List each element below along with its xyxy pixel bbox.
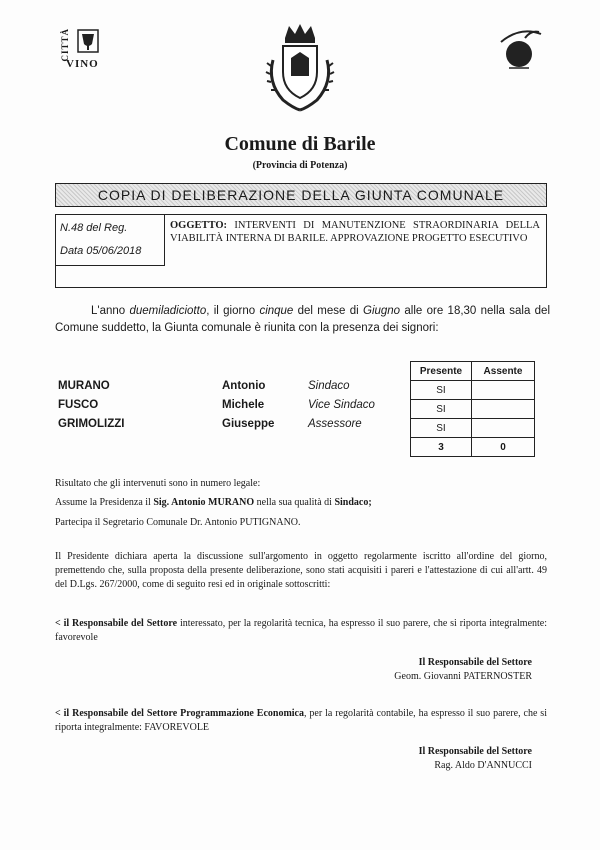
president-name: Sig. Antonio MURANO [153,497,255,508]
coat-of-arms-icon [265,20,335,115]
intro-text: del mese di [293,305,363,317]
intro-year: duemiladiciotto [129,305,207,317]
absent-cell [472,419,535,438]
opinion2-label: < il Responsabile del Settore Programmazione Economica [55,708,304,719]
signature-name: Rag. Aldo D'ANNUCCI [434,760,532,771]
signature-title: Il Responsabile del Settore [418,746,532,757]
right-emblem-icon [495,24,545,74]
document-banner: COPIA DI DELIBERAZIONE DELLA GIUNTA COMUNALE [55,183,547,207]
member-name: Michele [222,399,265,411]
member-role: Assessore [308,418,362,430]
president-role: Sindaco; [334,497,372,508]
member-name: Antonio [222,380,266,392]
opinion1-text: interessato, per la regolarità tecnica, ha espresso il suo parere, che si riporta integralmente: favorevole [55,618,548,643]
intro-text: alle ore 18,30 nella sala del Comune suddetto, la Giunta comunale è riunita con la presenza dei signori: [55,305,551,334]
registration-date: Data 05/06/2018 [60,245,142,257]
intro-day: cinque [259,305,294,317]
member-surname: GRIMOLIZZI [58,418,125,430]
intro-paragraph [55,303,550,337]
member-name: Giuseppe [222,418,275,430]
logo-left-top-text: CITTÀ [60,28,70,62]
absent-cell [472,381,535,400]
signature-name: Geom. Giovanni PATERNOSTER [394,671,532,682]
intro-text: , il giorno [206,305,260,317]
intro-text: L'anno [91,305,130,317]
discussion-paragraph: Il Presidente dichiara aperta la discussione sull'argomento in oggetto regolarmente iscritto all'ordine del giorno, premettendo che, sulla proposta della presente deliberazione, sono stati acquisiti i pareri e l'attestazione di cui all'artt. 49 del D.Lgs. 267/2000, come di seguito resi ed in originale sottoscritti: [55,551,547,590]
attendance-row [411,400,535,419]
secretary-paragraph: Partecipa il Segretario Comunale Dr. Antonio PUTIGNANO. [55,517,301,528]
present-cell: SI [411,400,472,419]
citta-del-vino-logo [58,24,108,74]
attendance-header-row [411,362,535,381]
page-subtitle: (Provincia di Potenza) [252,160,348,171]
member-surname: FUSCO [58,399,99,411]
quorum-paragraph: Risultato che gli intervenuti sono in numero legale: [55,478,261,489]
registration-left-cell [56,215,165,266]
attendance-table [410,361,535,457]
header-presente: Presente [411,362,472,381]
technical-opinion-paragraph [55,617,547,645]
presidency-text: nella sua qualità di [254,497,335,508]
present-cell: SI [411,419,472,438]
attendance-totals-row [411,438,535,457]
registration-box [55,214,547,288]
intro-month: Giugno [363,305,401,317]
attendance-row [411,381,535,400]
accounting-opinion-paragraph [55,707,547,735]
oggetto-description: INTERVENTI DI MANUTENZIONE STRAORDINARIA DELLA VIABILITÀ INTERNA DI BARILE. APPROVAZIONE PROGETTO ESECUTIVO [170,220,540,244]
member-role: Vice Sindaco [308,399,375,411]
logo-left-bottom-text: VINO [66,58,99,70]
oggetto-label: OGGETTO: [170,220,227,231]
page-title: Comune di Barile [224,133,376,155]
presidency-paragraph [55,496,547,510]
registration-number: N.48 del Reg. [60,222,128,234]
signature-title: Il Responsabile del Settore [418,657,532,668]
present-cell: SI [411,381,472,400]
total-present: 3 [411,438,472,457]
absent-cell [472,400,535,419]
member-role: Sindaco [308,380,350,392]
header-assente: Assente [472,362,535,381]
opinion1-label: < il Responsabile del Settore [55,618,178,629]
opinion2-text: , per la regolarità contabile, ha espresso il suo parere, che si riporta integralmente: FAVOREVOLE [55,708,547,733]
total-absent: 0 [472,438,535,457]
presidency-text: Assume la Presidenza il [55,497,154,508]
attendance-row [411,419,535,438]
oggetto-text [170,219,540,245]
member-surname: MURANO [58,380,110,392]
